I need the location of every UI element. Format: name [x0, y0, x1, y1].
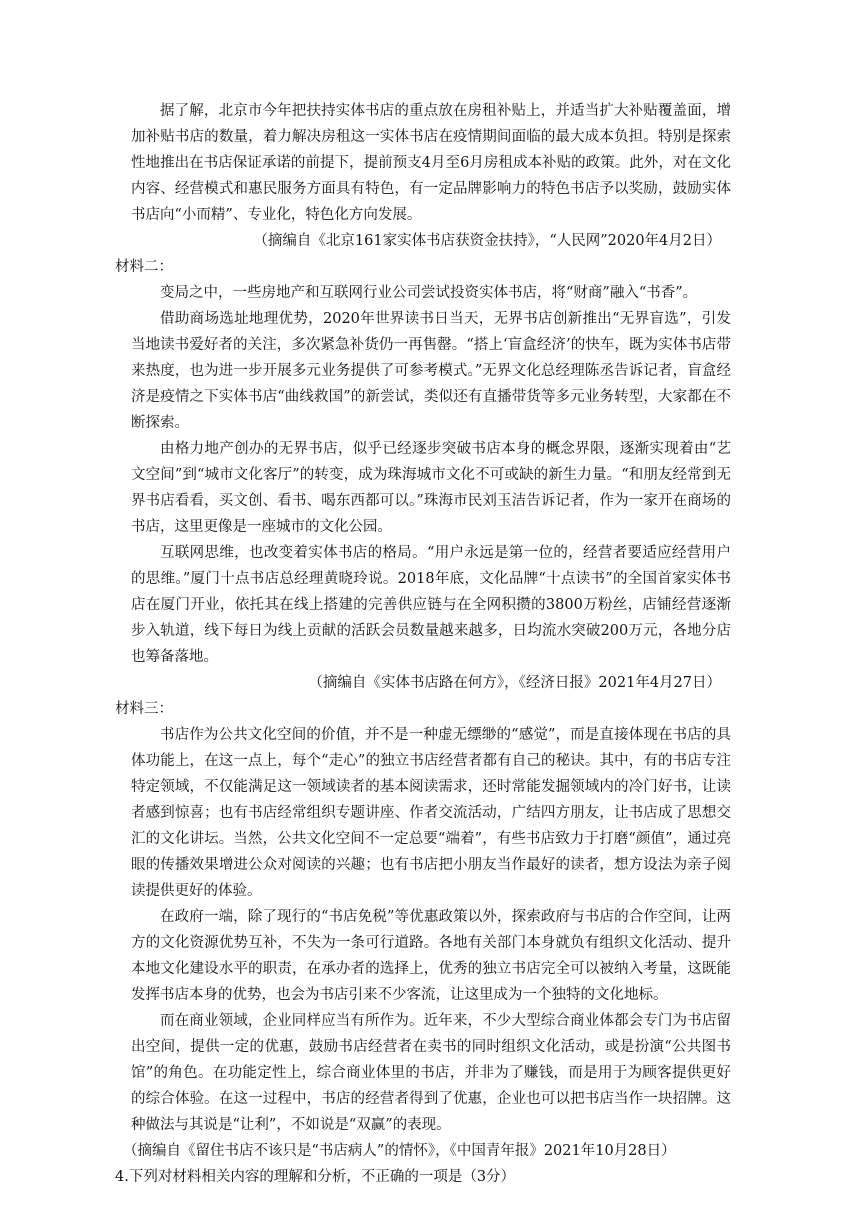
question-4: 4.下列对材料相关内容的理解和分析，不正确的一项是（3分） [115, 1169, 516, 1185]
paragraph-1: 据了解，北京市今年把扶持实体书店的重点放在房租补贴上，并适当扩大补贴覆盖面，增加补贴书店的数量，着力解决房租这一实体书店在疫情期间面临的最大成本负担。特别是探索性地推出在书店保证承诺的前提下，提前预支4月至6月房租成本补贴的政策。此外，对在文化内容、经营模式和惠民服务方面具有特色，有一定品牌影响力的特色书店予以奖励，鼓励实体书店向“小而精”、专业化，特色化方向发展。 [131, 103, 731, 223]
paragraph-5: 互联网思维，也改变着实体书店的格局。“用户永远是第一位的，经营者要适应经营用户的思维。”厦门十点书店总经理黄晓玲说。2018年底，文化品牌“十点读书”的全国首家实体书店在厦门开业，依托其在线上搭建的完善供应链与在全网积攒的3800万粉丝，店铺经营逐渐步入轨道，线下每日为线上贡献的活跃会员数量越来越多，日均流水突破200万元，各地分店也筹备落地。 [131, 545, 731, 665]
material-2-label: 材料二： [115, 259, 173, 275]
source-citation-2: （摘编自《实体书店路在何方》，《经济日报》2021年4月27日） [308, 675, 721, 691]
document-page [115, 98, 731, 1190]
paragraph-2: 变局之中，一些房地产和互联网行业公司尝试投资实体书店，将“财商”融入“书香”。 [160, 285, 698, 301]
paragraph-4: 由格力地产创办的无界书店，似乎已经逐步突破书店本身的概念界限，逐渐实现着由“艺文空间”到“城市文化客厅”的转变，成为珠海城市文化不可或缺的新生力量。“和朋友经常到无界书店看看，买文创、看书、喝东西都可以。”珠海市民刘玉洁告诉记者，作为一家开在商场的书店，这里更像是一座城市的文化公园。 [131, 441, 731, 535]
source-citation-3: （摘编自《留住书店不该只是“书店病人”的情怀》，《中国青年报》2021年10月28日） [123, 1143, 676, 1159]
paragraph-6: 书店作为公共文化空间的价值，并不是一种虚无缥缈的“感觉”，而是直接体现在书店的具体功能上，在这一点上，每个“走心”的独立书店经营者都有自己的秘诀。其中，有的书店专注特定领域，不仅能满足这一领域读者的基本阅读需求，还时常能发掘领域内的冷门好书，让读者感到惊喜；也有书店经常组织专题讲座、作者交流活动，广结四方朋友，让书店成了思想交汇的文化讲坛。当然，公共文化空间不一定总要“端着”，有些书店致力于打磨“颜值”，通过亮眼的传播效果增进公众对阅读的兴趣；也有书店把小朋友当作最好的读者，想方设法为亲子阅读提供更好的体验。 [131, 727, 731, 899]
paragraph-8: 而在商业领域，企业同样应当有所作为。近年来，不少大型综合商业体都会专门为书店留出空间，提供一定的优惠，鼓励书店经营者在卖书的同时组织文化活动，或是扮演“公共图书馆”的角色。在功能定性上，综合商业体里的书店，并非为了赚钱，而是用于为顾客提供更好的综合体验。在这一过程中，书店的经营者得到了优惠，企业也可以把书店当作一块招牌。这种做法与其说是“让利”，不如说是“双赢”的表现。 [131, 1013, 731, 1133]
source-citation-1: （摘编自《北京161家实体书店获资金扶持》，“人民网”2020年4月2日） [253, 233, 721, 249]
material-3-label: 材料三： [115, 701, 173, 717]
paragraph-7: 在政府一端，除了现行的“书店免税”等优惠政策以外，探索政府与书店的合作空间，让两方的文化资源优势互补，不失为一条可行道路。各地有关部门本身就负有组织文化活动、提升本地文化建设水平的职责，在承办者的选择上，优秀的独立书店完全可以被纳入考量，这既能发挥书店本身的优势，也会为书店引来不少客流，让这里成为一个独特的文化地标。 [131, 909, 731, 1003]
paragraph-3: 借助商场选址地理优势，2020年世界读书日当天，无界书店创新推出“无界盲选”，引发当地读书爱好者的关注，多次紧急补货仍一再售罄。“搭上‘盲盒经济’的快车，既为实体书店带来热度，也为进一步开展多元业务提供了可参考模式。”无界文化总经理陈丞告诉记者，盲盒经济是疫情之下实体书店“曲线救国”的新尝试，类似还有直播带货等多元业务转型，大家都在不断探索。 [131, 311, 731, 431]
